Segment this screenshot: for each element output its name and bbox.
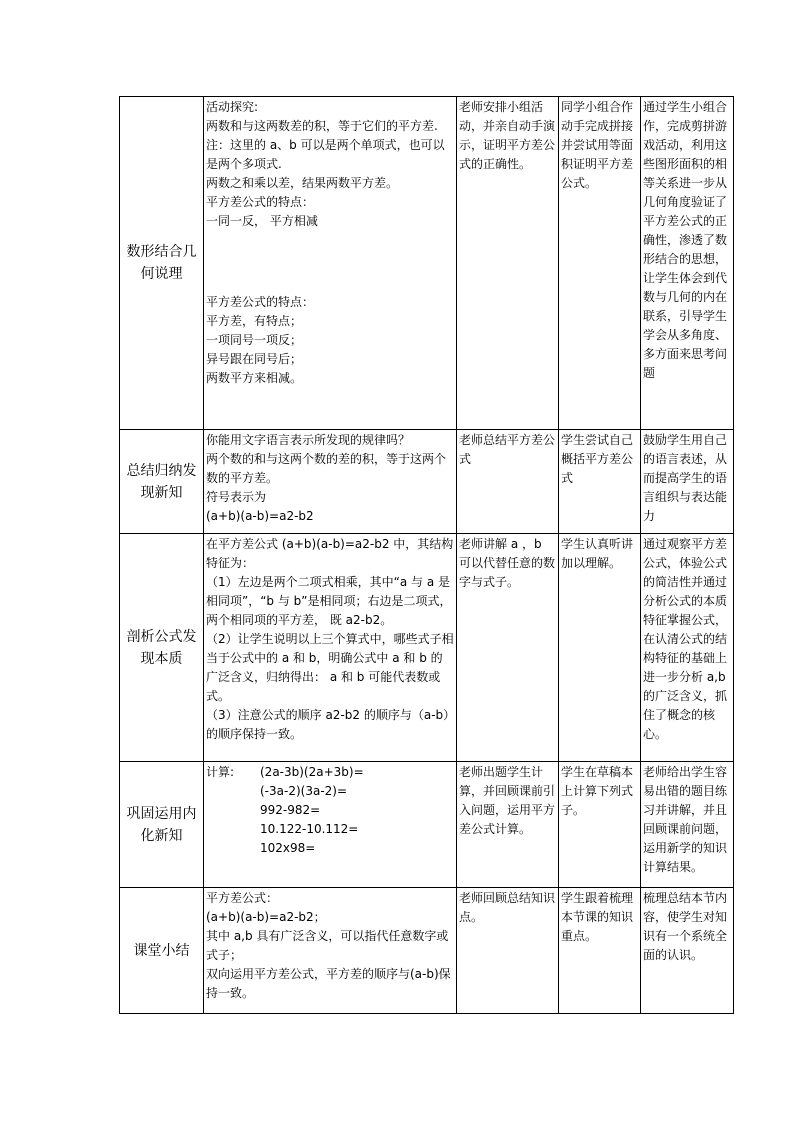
content-line: 异号跟在同号后；: [206, 352, 303, 366]
content-cell: [204, 430, 457, 534]
intent-cell: 梳理总结本节内容，使学生对知识有一个系统全面的认识。: [641, 888, 734, 1014]
content-line: 平方差公式：: [206, 891, 279, 905]
teacher-cell: 老师总结平方差公式: [457, 430, 559, 534]
calc-row: [206, 763, 454, 782]
content-line: 平方差公式的特点：: [206, 295, 315, 309]
stage-cell: 课堂小结: [120, 888, 204, 1014]
lesson-plan-table: [119, 96, 734, 1014]
content-line: 一同一反， 平方相减: [206, 214, 318, 228]
teacher-cell: 老师讲解 a ，b 可以代替任意的数字与式子。: [457, 534, 559, 762]
calc-item: 992-982=: [260, 803, 321, 817]
intent-cell: 鼓励学生用自己的语言表述，从而提高学生的语言组织与表达能力: [641, 430, 734, 534]
teacher-cell: 老师安排小组活动，并亲自动手演示，证明平方差公式的正确性。: [457, 97, 559, 430]
content-line: 活动探究:: [206, 100, 259, 114]
calc-item: 102x98=: [260, 841, 316, 855]
table-row: [120, 888, 734, 1014]
content-line: 两数之和乘以差，结果两数平方差。: [206, 176, 399, 190]
content-cell: [204, 97, 457, 430]
content-cell: [204, 762, 457, 888]
content-cell: [204, 534, 457, 762]
student-cell: 同学小组合作动手完成拼接并尝试用等面积证明平方差公式。: [559, 97, 641, 430]
content-cell: [204, 888, 457, 1014]
content-line: 两数平方来相减。: [206, 371, 303, 385]
calc-item: (2a-3b)(2a+3b)=: [260, 765, 364, 779]
content-line: 一项同号一项反；: [206, 333, 303, 347]
content-line: (a+b)(a-b)=a2-b2: [206, 509, 314, 523]
student-cell: 学生跟着梳理本节课的知识重点。: [559, 888, 641, 1014]
table-row: [120, 97, 734, 430]
content-line: 符号表示为: [206, 490, 267, 504]
table-row: [120, 430, 734, 534]
stage-cell: 剖析公式发现本质: [120, 534, 204, 762]
calc-item: 10.122-10.112=: [260, 822, 359, 836]
content-line: 你能用文字语言表示所发现的规律吗？: [206, 433, 411, 447]
content-line: 两个数的和与这两个数的差的积，等于这两个数的平方差。: [206, 452, 447, 485]
content-line: 平方差，有特点；: [206, 314, 303, 328]
stage-cell: 数形结合几何说理: [120, 97, 204, 430]
student-cell: 学生认真听讲加以理解。: [559, 534, 641, 762]
content-line: 平方差公式的特点：: [206, 195, 315, 209]
content-line: 两数和与这两数差的积，等于它们的平方差.: [206, 119, 438, 133]
table-row: [120, 762, 734, 888]
intent-cell: 通过学生小组合作，完成剪拼游戏活动，利用这些图形面积的相等关系进一步从几何角度验证了平方差公式的正确性，渗透了数形结合的思想，让学生体会到代数与几何的内在联系，引导学生学会从多角度、多方面来思考问题: [641, 97, 734, 430]
intent-cell: 通过观察平方差公式，体验公式的简洁性并通过分析公式的本质特征掌握公式，在认清公式的结构特征的基础上进一步分析 a,b 的广泛含义，抓住了概念的核心。: [641, 534, 734, 762]
student-cell: 学生尝试自己概括平方差公式: [559, 430, 641, 534]
content-line: (a+b)(a-b)=a2-b2；: [206, 910, 326, 924]
stage-cell: 总结归纳发现新知: [120, 430, 204, 534]
stage-cell: 巩固运用内化新知: [120, 762, 204, 888]
content-line: （3）注意公式的顺序 a2-b2 的顺序与（a-b）的顺序保持一致。: [206, 708, 450, 741]
content-line: 双向运用平方差公式，平方差的顺序与(a-b)保持一致。: [206, 967, 451, 1000]
calc-label: 计算:: [206, 765, 235, 779]
content-line: （1）左边是两个二项式相乘，其中“a 与 a 是相同项”，“b 与 b”是相同项；右边是二项式，两个相同项的平方差， 既 a2-b2。: [206, 575, 452, 627]
teacher-cell: 老师出题学生计算，并回顾课前引入问题，运用平方差公式计算。: [457, 762, 559, 888]
table-row: [120, 534, 734, 762]
spacer: [206, 231, 454, 293]
student-cell: 学生在草稿本上计算下列式子。: [559, 762, 641, 888]
content-line: 在平方差公式 (a+b)(a-b)=a2-b2 中，其结构特征为：: [206, 537, 454, 570]
content-line: （2）让学生说明以上三个算式中，哪些式子相当于公式中的 a 和 b，明确公式中 a 和 b 的广泛含义，归纳得出： a 和 b 可能代表数或式。: [206, 632, 454, 703]
content-line: 注：这里的 a、b 可以是两个单项式，也可以是两个多项式.: [206, 138, 445, 171]
intent-cell: 老师给出学生容易出错的题目练习并讲解，并且回顾课前问题，运用新学的知识计算结果。: [641, 762, 734, 888]
calc-item: (-3a-2)(3a-2)=: [260, 784, 348, 798]
teacher-cell: 老师回顾总结知识点。: [457, 888, 559, 1014]
content-line: 其中 a,b 具有广泛含义，可以指代任意数字或式子；: [206, 929, 449, 962]
